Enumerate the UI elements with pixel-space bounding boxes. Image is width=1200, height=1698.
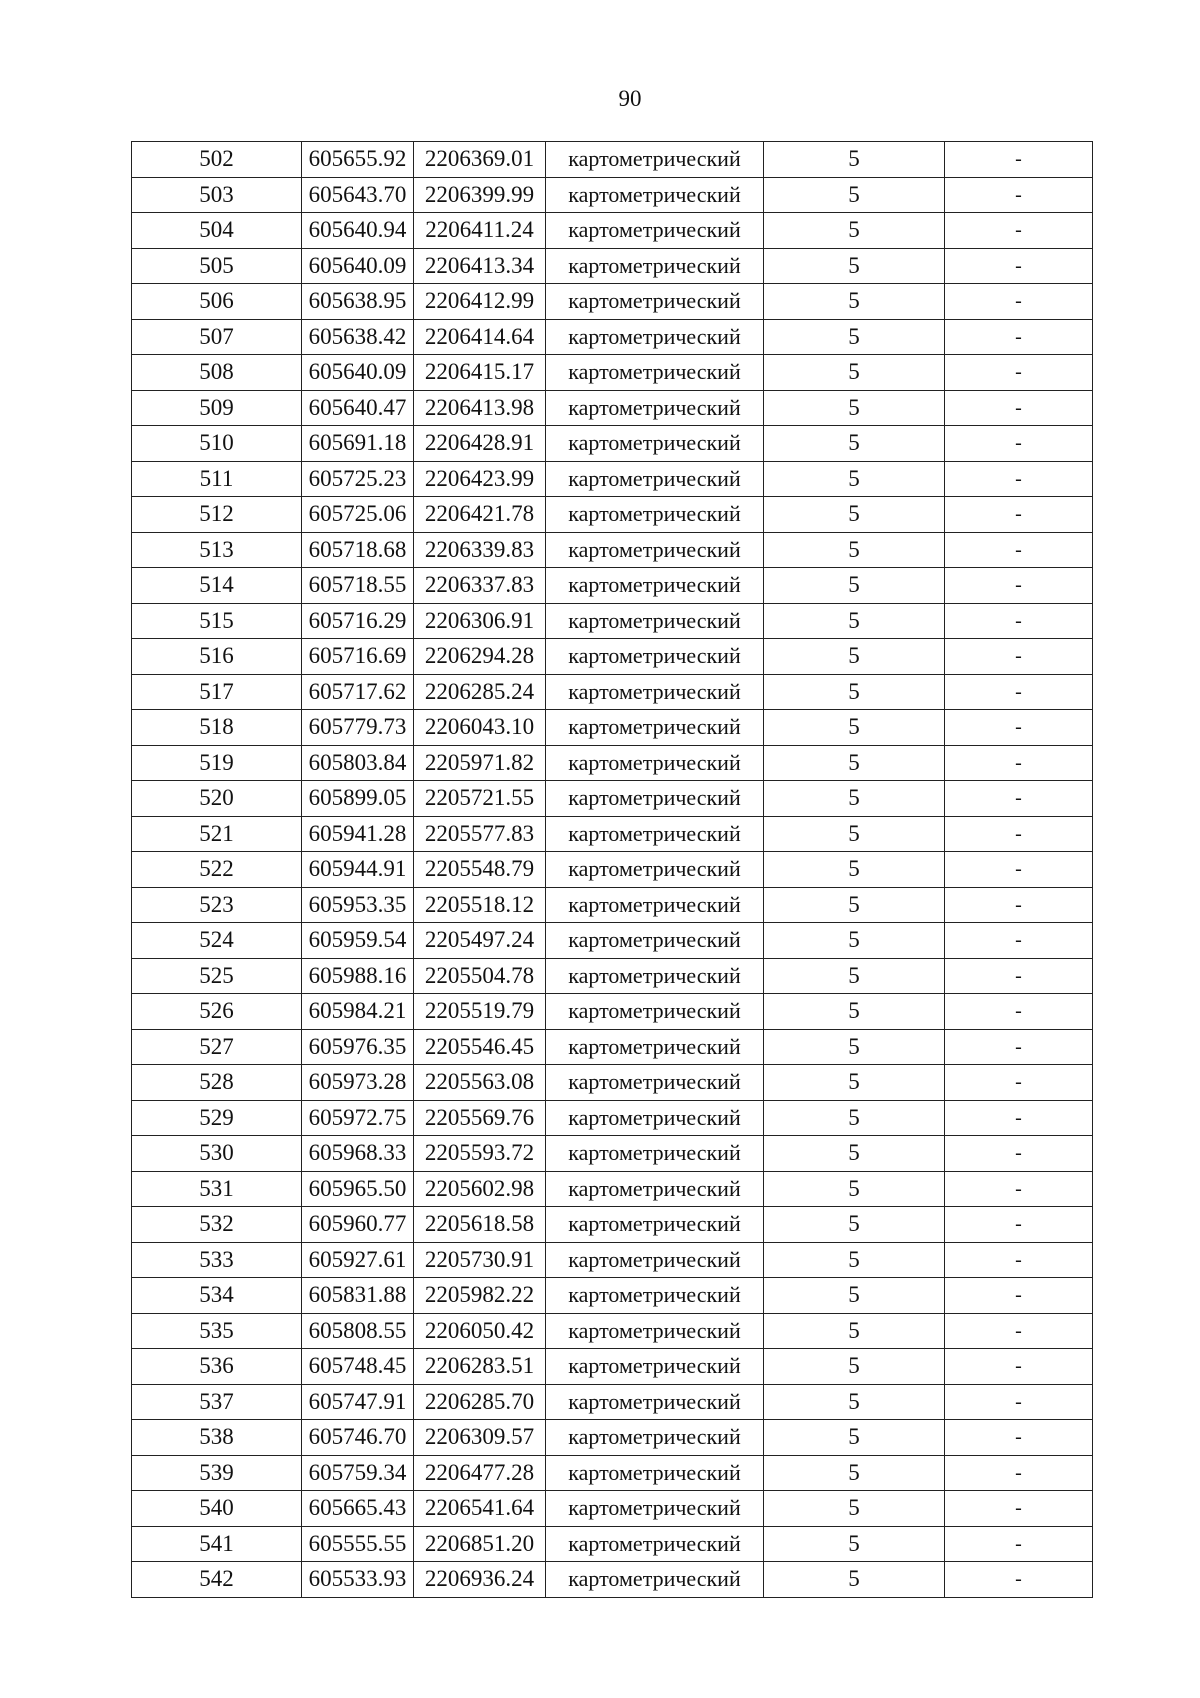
table-row (132, 1491, 1093, 1527)
accuracy-cell: 5 (764, 603, 945, 639)
dash-cell: - (945, 177, 1093, 213)
dash-cell: - (945, 497, 1093, 533)
point-number-cell: 518 (132, 710, 302, 746)
dash-cell: - (945, 319, 1093, 355)
x-coordinate-cell: 605941.28 (302, 816, 414, 852)
table-row (132, 1207, 1093, 1243)
table-row (132, 355, 1093, 391)
point-number-cell: 520 (132, 781, 302, 817)
x-coordinate-cell: 605725.23 (302, 461, 414, 497)
y-coordinate-cell: 2205971.82 (414, 745, 546, 781)
method-cell: картометрический (546, 426, 764, 462)
x-coordinate-cell: 605555.55 (302, 1526, 414, 1562)
y-coordinate-cell: 2206369.01 (414, 142, 546, 178)
method-cell: картометрический (546, 1526, 764, 1562)
x-coordinate-cell: 605803.84 (302, 745, 414, 781)
accuracy-cell: 5 (764, 710, 945, 746)
method-cell: картометрический (546, 284, 764, 320)
table-row (132, 923, 1093, 959)
y-coordinate-cell: 2205721.55 (414, 781, 546, 817)
point-number-cell: 506 (132, 284, 302, 320)
point-number-cell: 519 (132, 745, 302, 781)
accuracy-cell: 5 (764, 887, 945, 923)
point-number-cell: 516 (132, 639, 302, 675)
point-number-cell: 536 (132, 1349, 302, 1385)
accuracy-cell: 5 (764, 497, 945, 533)
accuracy-cell: 5 (764, 177, 945, 213)
table-row (132, 639, 1093, 675)
page-number: 90 (618, 86, 642, 111)
method-cell: картометрический (546, 1384, 764, 1420)
dash-cell: - (945, 284, 1093, 320)
method-cell: картометрический (546, 319, 764, 355)
point-number-cell: 514 (132, 568, 302, 604)
x-coordinate-cell: 605927.61 (302, 1242, 414, 1278)
accuracy-cell: 5 (764, 1136, 945, 1172)
x-coordinate-cell: 605984.21 (302, 994, 414, 1030)
accuracy-cell: 5 (764, 1313, 945, 1349)
y-coordinate-cell: 2206050.42 (414, 1313, 546, 1349)
table-row (132, 213, 1093, 249)
x-coordinate-cell: 605968.33 (302, 1136, 414, 1172)
point-number-cell: 539 (132, 1455, 302, 1491)
point-number-cell: 525 (132, 958, 302, 994)
x-coordinate-cell: 605725.06 (302, 497, 414, 533)
method-cell: картометрический (546, 1491, 764, 1527)
point-number-cell: 530 (132, 1136, 302, 1172)
y-coordinate-cell: 2206423.99 (414, 461, 546, 497)
y-coordinate-cell: 2206283.51 (414, 1349, 546, 1385)
point-number-cell: 517 (132, 674, 302, 710)
y-coordinate-cell: 2205563.08 (414, 1065, 546, 1101)
table-row (132, 603, 1093, 639)
accuracy-cell: 5 (764, 1349, 945, 1385)
x-coordinate-cell: 605533.93 (302, 1562, 414, 1598)
method-cell: картометрический (546, 781, 764, 817)
table-row (132, 710, 1093, 746)
point-number-cell: 526 (132, 994, 302, 1030)
table-row (132, 497, 1093, 533)
point-number-cell: 509 (132, 390, 302, 426)
accuracy-cell: 5 (764, 319, 945, 355)
x-coordinate-cell: 605716.29 (302, 603, 414, 639)
point-number-cell: 523 (132, 887, 302, 923)
dash-cell: - (945, 1029, 1093, 1065)
table-row (132, 1242, 1093, 1278)
x-coordinate-cell: 605640.47 (302, 390, 414, 426)
dash-cell: - (945, 461, 1093, 497)
accuracy-cell: 5 (764, 1065, 945, 1101)
method-cell: картометрический (546, 1029, 764, 1065)
accuracy-cell: 5 (764, 1171, 945, 1207)
point-number-cell: 534 (132, 1278, 302, 1314)
point-number-cell: 505 (132, 248, 302, 284)
y-coordinate-cell: 2206541.64 (414, 1491, 546, 1527)
method-cell: картометрический (546, 1278, 764, 1314)
dash-cell: - (945, 390, 1093, 426)
table-row (132, 745, 1093, 781)
coordinates-table (131, 141, 1093, 1598)
y-coordinate-cell: 2205518.12 (414, 887, 546, 923)
y-coordinate-cell: 2206414.64 (414, 319, 546, 355)
y-coordinate-cell: 2206851.20 (414, 1526, 546, 1562)
x-coordinate-cell: 605717.62 (302, 674, 414, 710)
dash-cell: - (945, 248, 1093, 284)
x-coordinate-cell: 605972.75 (302, 1100, 414, 1136)
x-coordinate-cell: 605899.05 (302, 781, 414, 817)
method-cell: картометрический (546, 390, 764, 426)
dash-cell: - (945, 781, 1093, 817)
y-coordinate-cell: 2206477.28 (414, 1455, 546, 1491)
method-cell: картометрический (546, 1242, 764, 1278)
x-coordinate-cell: 605973.28 (302, 1065, 414, 1101)
method-cell: картометрический (546, 1136, 764, 1172)
table-row (132, 426, 1093, 462)
dash-cell: - (945, 1207, 1093, 1243)
point-number-cell: 512 (132, 497, 302, 533)
table-row (132, 390, 1093, 426)
method-cell: картометрический (546, 142, 764, 178)
accuracy-cell: 5 (764, 1562, 945, 1598)
point-number-cell: 541 (132, 1526, 302, 1562)
method-cell: картометрический (546, 1313, 764, 1349)
accuracy-cell: 5 (764, 532, 945, 568)
point-number-cell: 533 (132, 1242, 302, 1278)
point-number-cell: 537 (132, 1384, 302, 1420)
method-cell: картометрический (546, 816, 764, 852)
dash-cell: - (945, 639, 1093, 675)
dash-cell: - (945, 745, 1093, 781)
point-number-cell: 511 (132, 461, 302, 497)
method-cell: картометрический (546, 1207, 764, 1243)
x-coordinate-cell: 605718.55 (302, 568, 414, 604)
x-coordinate-cell: 605831.88 (302, 1278, 414, 1314)
accuracy-cell: 5 (764, 958, 945, 994)
accuracy-cell: 5 (764, 1278, 945, 1314)
y-coordinate-cell: 2205548.79 (414, 852, 546, 888)
point-number-cell: 531 (132, 1171, 302, 1207)
table-row (132, 852, 1093, 888)
table-row (132, 994, 1093, 1030)
y-coordinate-cell: 2205593.72 (414, 1136, 546, 1172)
table-row (132, 887, 1093, 923)
method-cell: картометрический (546, 745, 764, 781)
dash-cell: - (945, 1420, 1093, 1456)
dash-cell: - (945, 426, 1093, 462)
dash-cell: - (945, 1526, 1093, 1562)
accuracy-cell: 5 (764, 923, 945, 959)
dash-cell: - (945, 1491, 1093, 1527)
method-cell: картометрический (546, 603, 764, 639)
table-row (132, 781, 1093, 817)
y-coordinate-cell: 2205569.76 (414, 1100, 546, 1136)
table-row (132, 1349, 1093, 1385)
x-coordinate-cell: 605960.77 (302, 1207, 414, 1243)
y-coordinate-cell: 2205982.22 (414, 1278, 546, 1314)
point-number-cell: 515 (132, 603, 302, 639)
accuracy-cell: 5 (764, 639, 945, 675)
x-coordinate-cell: 605640.94 (302, 213, 414, 249)
dash-cell: - (945, 1171, 1093, 1207)
dash-cell: - (945, 355, 1093, 391)
accuracy-cell: 5 (764, 284, 945, 320)
accuracy-cell: 5 (764, 1491, 945, 1527)
table-row (132, 1029, 1093, 1065)
dash-cell: - (945, 1136, 1093, 1172)
method-cell: картометрический (546, 674, 764, 710)
table-row (132, 1278, 1093, 1314)
x-coordinate-cell: 605718.68 (302, 532, 414, 568)
accuracy-cell: 5 (764, 781, 945, 817)
x-coordinate-cell: 605747.91 (302, 1384, 414, 1420)
accuracy-cell: 5 (764, 426, 945, 462)
method-cell: картометрический (546, 213, 764, 249)
y-coordinate-cell: 2206421.78 (414, 497, 546, 533)
point-number-cell: 538 (132, 1420, 302, 1456)
accuracy-cell: 5 (764, 1455, 945, 1491)
accuracy-cell: 5 (764, 355, 945, 391)
accuracy-cell: 5 (764, 248, 945, 284)
table-row (132, 674, 1093, 710)
table-row (132, 1384, 1093, 1420)
method-cell: картометрический (546, 710, 764, 746)
y-coordinate-cell: 2206411.24 (414, 213, 546, 249)
method-cell: картометрический (546, 1100, 764, 1136)
accuracy-cell: 5 (764, 994, 945, 1030)
y-coordinate-cell: 2205577.83 (414, 816, 546, 852)
method-cell: картометрический (546, 177, 764, 213)
dash-cell: - (945, 1065, 1093, 1101)
point-number-cell: 513 (132, 532, 302, 568)
point-number-cell: 529 (132, 1100, 302, 1136)
table-row (132, 284, 1093, 320)
accuracy-cell: 5 (764, 1526, 945, 1562)
accuracy-cell: 5 (764, 1420, 945, 1456)
method-cell: картометрический (546, 532, 764, 568)
method-cell: картометрический (546, 1420, 764, 1456)
x-coordinate-cell: 605959.54 (302, 923, 414, 959)
y-coordinate-cell: 2206936.24 (414, 1562, 546, 1598)
coordinates-table-body (132, 142, 1093, 1598)
dash-cell: - (945, 958, 1093, 994)
dash-cell: - (945, 1455, 1093, 1491)
table-row (132, 1065, 1093, 1101)
table-row (132, 461, 1093, 497)
y-coordinate-cell: 2205618.58 (414, 1207, 546, 1243)
method-cell: картометрический (546, 1562, 764, 1598)
accuracy-cell: 5 (764, 1029, 945, 1065)
point-number-cell: 510 (132, 426, 302, 462)
y-coordinate-cell: 2206415.17 (414, 355, 546, 391)
table-row (132, 958, 1093, 994)
table-row (132, 1136, 1093, 1172)
y-coordinate-cell: 2206043.10 (414, 710, 546, 746)
point-number-cell: 521 (132, 816, 302, 852)
dash-cell: - (945, 1278, 1093, 1314)
y-coordinate-cell: 2206309.57 (414, 1420, 546, 1456)
point-number-cell: 522 (132, 852, 302, 888)
x-coordinate-cell: 605965.50 (302, 1171, 414, 1207)
x-coordinate-cell: 605638.95 (302, 284, 414, 320)
accuracy-cell: 5 (764, 390, 945, 426)
table-row (132, 532, 1093, 568)
y-coordinate-cell: 2206399.99 (414, 177, 546, 213)
accuracy-cell: 5 (764, 745, 945, 781)
dash-cell: - (945, 213, 1093, 249)
point-number-cell: 504 (132, 213, 302, 249)
method-cell: картометрический (546, 497, 764, 533)
y-coordinate-cell: 2206413.98 (414, 390, 546, 426)
table-row (132, 1100, 1093, 1136)
y-coordinate-cell: 2206339.83 (414, 532, 546, 568)
point-number-cell: 508 (132, 355, 302, 391)
dash-cell: - (945, 568, 1093, 604)
y-coordinate-cell: 2206337.83 (414, 568, 546, 604)
accuracy-cell: 5 (764, 1242, 945, 1278)
table-row (132, 1171, 1093, 1207)
method-cell: картометрический (546, 887, 764, 923)
method-cell: картометрический (546, 1065, 764, 1101)
method-cell: картометрический (546, 1455, 764, 1491)
dash-cell: - (945, 994, 1093, 1030)
accuracy-cell: 5 (764, 674, 945, 710)
dash-cell: - (945, 1384, 1093, 1420)
accuracy-cell: 5 (764, 142, 945, 178)
accuracy-cell: 5 (764, 1207, 945, 1243)
point-number-cell: 503 (132, 177, 302, 213)
x-coordinate-cell: 605748.45 (302, 1349, 414, 1385)
x-coordinate-cell: 605655.92 (302, 142, 414, 178)
method-cell: картометрический (546, 1171, 764, 1207)
method-cell: картометрический (546, 568, 764, 604)
x-coordinate-cell: 605640.09 (302, 248, 414, 284)
dash-cell: - (945, 887, 1093, 923)
dash-cell: - (945, 816, 1093, 852)
table-row (132, 177, 1093, 213)
x-coordinate-cell: 605944.91 (302, 852, 414, 888)
table-row (132, 1420, 1093, 1456)
y-coordinate-cell: 2205504.78 (414, 958, 546, 994)
x-coordinate-cell: 605976.35 (302, 1029, 414, 1065)
x-coordinate-cell: 605691.18 (302, 426, 414, 462)
y-coordinate-cell: 2205497.24 (414, 923, 546, 959)
y-coordinate-cell: 2205602.98 (414, 1171, 546, 1207)
table-row (132, 1313, 1093, 1349)
point-number-cell: 527 (132, 1029, 302, 1065)
dash-cell: - (945, 1313, 1093, 1349)
table-row (132, 1526, 1093, 1562)
method-cell: картометрический (546, 355, 764, 391)
accuracy-cell: 5 (764, 1100, 945, 1136)
x-coordinate-cell: 605643.70 (302, 177, 414, 213)
x-coordinate-cell: 605808.55 (302, 1313, 414, 1349)
table-row (132, 142, 1093, 178)
x-coordinate-cell: 605953.35 (302, 887, 414, 923)
dash-cell: - (945, 532, 1093, 568)
dash-cell: - (945, 923, 1093, 959)
point-number-cell: 540 (132, 1491, 302, 1527)
method-cell: картометрический (546, 461, 764, 497)
x-coordinate-cell: 605716.69 (302, 639, 414, 675)
point-number-cell: 502 (132, 142, 302, 178)
y-coordinate-cell: 2206294.28 (414, 639, 546, 675)
y-coordinate-cell: 2205730.91 (414, 1242, 546, 1278)
method-cell: картометрический (546, 248, 764, 284)
y-coordinate-cell: 2206306.91 (414, 603, 546, 639)
x-coordinate-cell: 605640.09 (302, 355, 414, 391)
table-row (132, 1562, 1093, 1598)
point-number-cell: 532 (132, 1207, 302, 1243)
dash-cell: - (945, 710, 1093, 746)
dash-cell: - (945, 603, 1093, 639)
point-number-cell: 542 (132, 1562, 302, 1598)
y-coordinate-cell: 2206413.34 (414, 248, 546, 284)
point-number-cell: 507 (132, 319, 302, 355)
y-coordinate-cell: 2205519.79 (414, 994, 546, 1030)
y-coordinate-cell: 2206428.91 (414, 426, 546, 462)
x-coordinate-cell: 605665.43 (302, 1491, 414, 1527)
dash-cell: - (945, 852, 1093, 888)
dash-cell: - (945, 674, 1093, 710)
dash-cell: - (945, 1349, 1093, 1385)
y-coordinate-cell: 2205546.45 (414, 1029, 546, 1065)
x-coordinate-cell: 605759.34 (302, 1455, 414, 1491)
dash-cell: - (945, 1242, 1093, 1278)
point-number-cell: 535 (132, 1313, 302, 1349)
point-number-cell: 524 (132, 923, 302, 959)
x-coordinate-cell: 605746.70 (302, 1420, 414, 1456)
x-coordinate-cell: 605988.16 (302, 958, 414, 994)
table-row (132, 248, 1093, 284)
y-coordinate-cell: 2206285.70 (414, 1384, 546, 1420)
accuracy-cell: 5 (764, 461, 945, 497)
table-row (132, 568, 1093, 604)
method-cell: картометрический (546, 1349, 764, 1385)
table-row (132, 319, 1093, 355)
dash-cell: - (945, 1100, 1093, 1136)
x-coordinate-cell: 605779.73 (302, 710, 414, 746)
table-row (132, 816, 1093, 852)
method-cell: картометрический (546, 923, 764, 959)
dash-cell: - (945, 1562, 1093, 1598)
method-cell: картометрический (546, 958, 764, 994)
accuracy-cell: 5 (764, 568, 945, 604)
point-number-cell: 528 (132, 1065, 302, 1101)
accuracy-cell: 5 (764, 816, 945, 852)
accuracy-cell: 5 (764, 1384, 945, 1420)
x-coordinate-cell: 605638.42 (302, 319, 414, 355)
method-cell: картометрический (546, 852, 764, 888)
y-coordinate-cell: 2206285.24 (414, 674, 546, 710)
accuracy-cell: 5 (764, 852, 945, 888)
dash-cell: - (945, 142, 1093, 178)
table-row (132, 1455, 1093, 1491)
method-cell: картометрический (546, 994, 764, 1030)
method-cell: картометрический (546, 639, 764, 675)
y-coordinate-cell: 2206412.99 (414, 284, 546, 320)
accuracy-cell: 5 (764, 213, 945, 249)
